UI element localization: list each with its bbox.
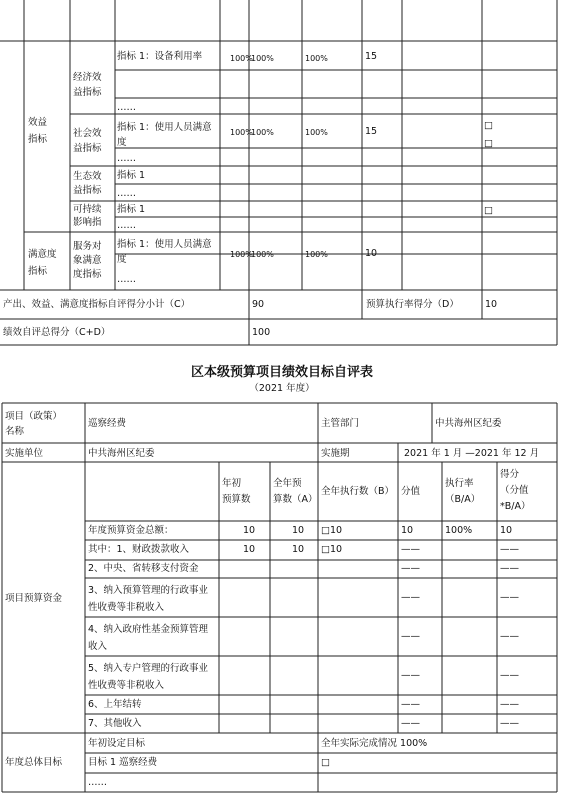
checkbox: □	[484, 205, 493, 216]
fund-row-initial: 10	[243, 544, 256, 555]
impl-unit: 中共海州区纪委	[88, 448, 155, 459]
pct-value: 100%	[230, 54, 253, 63]
fund-row-score: ——	[401, 563, 420, 574]
cat-service: 服务对 象满意 度指标	[73, 241, 102, 280]
impl-unit-label: 实施单位	[5, 448, 44, 459]
pct-value: 100%	[305, 250, 328, 259]
cat-eco: 生态效 益指标	[73, 171, 102, 196]
pct-value: 100%	[230, 128, 253, 137]
subtotal-label: 产出、效益、满意度指标自评得分小计（C）	[3, 299, 191, 310]
goal-ellipsis: ……	[88, 777, 107, 788]
indicator-eco: 指标 1	[117, 170, 146, 181]
fund-row-label: 年度预算资金总额：	[88, 525, 174, 536]
checkbox: □	[484, 120, 493, 131]
cat-sustain: 可持续 影响指	[73, 204, 102, 228]
fund-row-exec: □10	[321, 544, 343, 555]
fund-row-full: 10	[292, 544, 305, 555]
fund-row-label: 6、上年结转	[88, 699, 142, 710]
dept-value: 中共海州区纪委	[435, 418, 502, 429]
budget-exec-label: 预算执行率得分（D）	[366, 299, 459, 310]
score-value: 10	[365, 248, 378, 259]
ellipsis: ……	[117, 102, 136, 113]
goal-checkbox: □	[321, 757, 330, 768]
goal-initial-label: 年初设定目标	[88, 738, 146, 749]
header-points: 得分 （分值 *B/A）	[500, 469, 531, 512]
checkbox: □	[484, 138, 493, 149]
fund-row-points: ——	[500, 699, 519, 710]
page-subtitle: （2021 年度）	[249, 383, 315, 394]
ellipsis: ……	[117, 188, 136, 199]
fund-row-exec: □10	[321, 525, 343, 536]
subtotal-value: 90	[252, 299, 265, 310]
pct-value: 100%	[305, 128, 328, 137]
page-title: 区本级预算项目绩效目标自评表	[190, 365, 373, 380]
project-name-label: 项目（政策） 名称	[5, 411, 63, 437]
fund-row-initial: 10	[243, 525, 256, 536]
fund-row-points: ——	[500, 592, 519, 603]
indicator-equipment: 指标 1：设备利用率	[117, 51, 203, 62]
fund-row-score: ——	[401, 718, 420, 729]
header-initial: 年初 预算数	[222, 478, 251, 505]
cat-economic: 经济效 益指标	[73, 72, 102, 98]
header-exec: 全年执行数（B）	[321, 486, 395, 497]
dept-label: 主管部门	[321, 418, 360, 429]
ellipsis: ……	[117, 153, 136, 164]
fund-row-score: ——	[401, 631, 420, 642]
ellipsis: ……	[117, 220, 136, 231]
project-name: 巡察经费	[88, 418, 127, 429]
fund-row-score: ——	[401, 592, 420, 603]
header-rate: 执行率 （B/A）	[445, 478, 481, 505]
total-label: 绩效自评总得分（C+D）	[3, 327, 111, 338]
cat-social: 社会效 益指标	[73, 128, 102, 154]
ellipsis: ……	[117, 274, 136, 285]
goal-actual: 全年实际完成情况 100%	[321, 738, 428, 749]
fund-row-label: 3、纳入预算管理的行政事业 性收费等非税收入	[88, 585, 209, 613]
goal-label: 年度总体目标	[5, 757, 63, 768]
header-score: 分值	[401, 486, 421, 497]
fund-row-score: ——	[401, 699, 420, 710]
fund-row-label: 其中：1、财政拨款收入	[88, 544, 190, 555]
fund-row-label: 2、中央、省转移支付资金	[88, 563, 199, 574]
fund-row-points: ——	[500, 563, 519, 574]
indicator-user-sat: 指标 1：使用人员满意 度	[117, 122, 212, 148]
fund-row-score: ——	[401, 544, 420, 555]
budget-exec-value: 10	[485, 299, 498, 310]
goal-target-1: 目标 1 巡察经费	[88, 757, 158, 768]
section-satisfaction-label: 满意度 指标	[28, 249, 57, 277]
fund-row-rate: 100%	[445, 525, 473, 536]
header-full: 全年预 算数（A）	[273, 478, 318, 505]
fund-row-label: 7、其他收入	[88, 718, 142, 729]
impl-period: 2021 年 1 月 —2021 年 12 月	[404, 448, 540, 459]
impl-period-label: 实施期	[321, 448, 350, 459]
fund-row-points: ——	[500, 670, 519, 681]
fund-row-score: ——	[401, 670, 420, 681]
total-value: 100	[252, 327, 271, 338]
funds-label: 项目预算资金	[5, 593, 63, 604]
indicator-sustain: 指标 1	[117, 204, 146, 215]
fund-row-points: ——	[500, 718, 519, 729]
pct-value: 100%	[230, 250, 253, 259]
pct-value: 100%	[305, 54, 328, 63]
section-effect-label: 效益 指标	[28, 117, 48, 145]
fund-row-points: 10	[500, 525, 513, 536]
fund-row-points: ——	[500, 544, 519, 555]
fund-row-full: 10	[292, 525, 305, 536]
pct-value: 100%	[251, 250, 274, 259]
score-value: 15	[365, 51, 378, 62]
pct-value: 100%	[251, 128, 274, 137]
fund-row-score: 10	[401, 525, 414, 536]
fund-row-points: ——	[500, 631, 519, 642]
pct-value: 100%	[251, 54, 274, 63]
fund-row-label: 4、纳入政府性基金预算管理 收入	[88, 624, 209, 652]
score-value: 15	[365, 126, 378, 137]
fund-row-label: 5、纳入专户管理的行政事业 性收费等非税收入	[88, 663, 209, 691]
indicator-service-sat: 指标 1：使用人员满意 度	[117, 239, 212, 265]
